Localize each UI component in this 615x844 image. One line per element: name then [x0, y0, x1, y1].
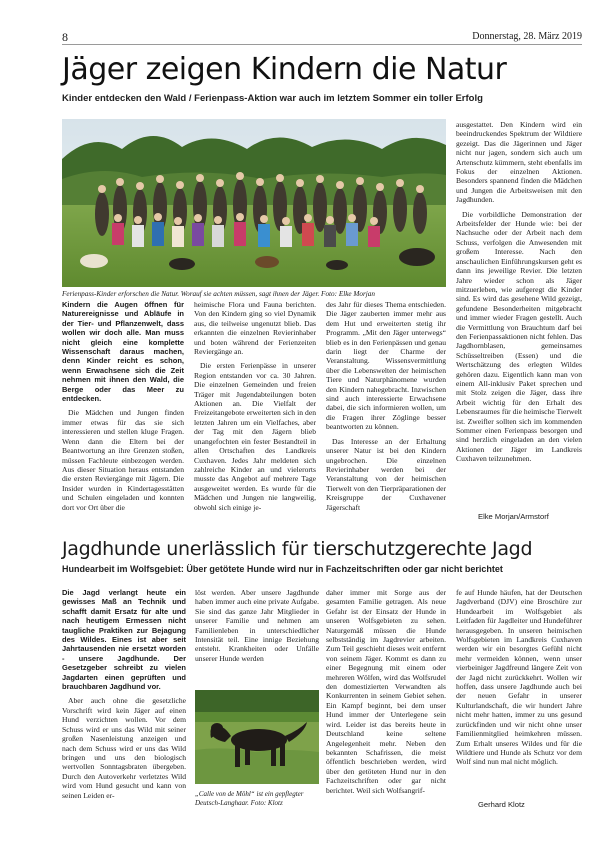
dog-photo-drawing — [195, 690, 319, 784]
article2-subtitle: Hundearbeit im Wolfsgebiet: Über getötete Hunde wird nur in Fachzeitschriften oder gar nicht berichtet — [62, 564, 503, 574]
group-photo-drawing — [62, 119, 446, 287]
article2-column-3 — [326, 588, 446, 824]
article1-paragraph: des Jahr für dieses Thema entschieden. Die Jäger zauberten immer mehr aus dem Hut und erweiterten stetig ihr Programm. „Mit den Jäger unterwegs“ blieb es in den Ferienpässen und genau darin liegt der Charme der Veranstaltung. Wissensvermittlung über die Lebenswelten der heimischen Tiere und Naturphänomene wurden den Kindern nahegebracht. Inzwischen sind auch interessierte Erwachsene dabei, die sich informieren wollen, um die Fragen ihrer Zöglinge besser beantworten zu können. — [326, 300, 446, 432]
article2-title: Jagdhunde unerlässlich für tierschutzgerechte Jagd — [62, 538, 533, 560]
article2-lead: Die Jagd verlangt heute ein gewisses Maß an Technik und schafft damit Ersatz für alte und nach heutigem Ermessen nicht taugliche Praktiken zur Bejagung des Wildes. Eines ist aber seit Jahrtausenden nie ersetzt worden - unsere Jagdhunde. Der Gesetzgeber schreibt zu vielen Jagdarten einen geprüften und brauchbaren Jagdhund vor. — [62, 588, 186, 692]
article1-author: Elke Morjan/Armstorf — [478, 512, 549, 521]
article1-column-1 — [62, 300, 184, 528]
article1-paragraph: Die vorbildliche Demonstration der Arbeitsfelder der Hunde wie: bei der Nachsuche oder der Arbeit nach dem Schuss, verfolgen die Anwesenden mit großem Interesse. Nach den anschaulichen Einführungskursen geht es dann ins jeweilige Revier. Die letzten Jahre wieder schon als Jäger mitzuerleben, wie aufgeregt die Kinder sind. Es wird das gesehene Wild gezeigt, gefundene Besonderheiten mitgebracht und immer wieder Fragen gestellt. Auch die Vermittlung von Brauchtum darf bei den Ferienpassaktionen nicht fehlen. Das Jagdhornblasen, gemeinsames Schüsseltreiben (Essen) und die Wertschätzung des erlegten Wildes gehören dazu. Eigentlich kann man von einem All-inklusiv Paket sprechen und mit Stolz zeigen die Jäger, dass ihre Arbeit wichtig für den Erhalt des Lebensraumes für die heimische Tierwelt ist. Zweifler sollten sich im kommenden Sommer einen Ferienpass besorgen und sind herzlich eingeladen an den vielen Aktionen der Jäger im Landkreis Cuxhaven teilzunehmen. — [456, 209, 582, 464]
group-photo — [62, 119, 446, 287]
article1-subtitle: Kinder entdecken den Wald / Ferienpass-Aktion war auch im letztem Sommer ein toller Erfolg — [62, 93, 483, 104]
article2-column-2 — [195, 588, 319, 686]
page-header — [62, 30, 582, 45]
article2-paragraph: fe auf Hunde häufen, hat der Deutschen Jagdverband (DJV) eine Broschüre zur Hundearbeit im Wolfsgebiet als Leitfaden für Jagdleiter und Hundeführer herausgegeben. In unseren heimischen Wolfsgebieten im Landkreis Cuxhaven werden wir ein besorgtes Gefühl nicht mehr vermeiden können, wenn unser vierbeiniger Jagdfreund längere Zeit von der Jagd nicht zurückkehrt. Wollen wir hoffen, dass unsere Jagdhunde auch bei der neuen Gefahr in unserer Kulturlandschaft, die wir hundert Jahre nicht mehr hatten, immer zu uns gesund zurückfinden und wir nicht ohne unser Familienmitglied heimkehren müssen. Zum Erhalt unseres Wildes und für die Wildtiere und Hunde als Schutz vor dem Wolf sind nun mal nicht möglich. — [456, 588, 582, 767]
article1-paragraph: Die ersten Ferienpässe in unserer Region entstanden vor ca. 30 Jahren. Die einzelnen Gemeinden und freien Träger mit Jugendabteilungen boten Aktionen an. Die Vielfalt der Freizeitangebote erweiterten sich in den letzten Jahren um ein Vielfaches, aber der Tag mit den Jägern blieb unangefochten ein fester Bestandteil in allen Ortschaften des Landkreis Cuxhaven. Jedes Jahr meldeten sich zahlreiche Kinder an und vielerorts musste das Angebot auf mehrere Tage ausgeweitet werden. Es wurde für die Mädchen und Jungen nie langweilig, obwohl sich einige je- — [194, 361, 316, 512]
article2-photo-caption: „Calle von de Möhl“ ist ein gepflegter Deutsch-Langhaar. Foto: Klotz — [195, 790, 304, 807]
article1-paragraph: heimische Flora und Fauna berichten. Von den Kindern ging so viel Dynamik aus, die teilweise ungenutzt blieb. Das erkannten die einzelnen Revierinhaber und boten während der Ferienzeiten Reviergänge an. — [194, 300, 316, 357]
article1-column-2 — [194, 300, 316, 528]
article2-column-4 — [456, 588, 582, 798]
article1-lead: Kindern die Augen öffnen für Naturereignisse und Abläufe in der Tier- und Pflanzenwelt, dass wollen wir doch alle. Man muss nicht gleich eine komplette Wissenschaft daraus machen, denn Kinder reicht es schon, wenn Erwachsene sich die Zeit nehmen mit ihnen den Wald, die Berge oder das Meer zu entdecken. — [62, 300, 184, 404]
article2-author: Gerhard Klotz — [478, 800, 525, 809]
page-number: 8 — [62, 30, 68, 44]
article1-paragraph: Das Interesse an der Erhaltung unserer Natur ist bei den Kindern ungebrochen. Die einzelnen Revierinhaber werden bei der Veranstaltung von der heimischen Tierwelt von den Tierpräparationen der Kreisgruppe der Cuxhavener Jägerschaft — [326, 436, 446, 512]
dog-photo — [195, 690, 319, 784]
article1-photo-caption: Ferienpass-Kinder erforschen die Natur. Worauf sie achten müssen, sagt ihnen der Jäger. Foto: Elke Morjan — [62, 290, 375, 298]
article2-paragraph: Aber auch ohne die gesetzliche Vorschrift wird kein Jäger auf einen Hund verzichten wollen. Vor dem Schuss wird er uns das Wild mit seiner großen Nasenleistung anzeigen und nach dem Schuss wird er uns das Wild bringen und uns den biologisch wertvollen Sonntagsbraten übergeben. Durch den Autoverkehr verletztes Wild wird vom Hund gesucht und kann von seinen Leiden er- — [62, 696, 186, 800]
article1-paragraph: Die Mädchen und Jungen finden immer etwas für das sie sich interessieren und stellen kluge Fragen. Wenn dann die Eltern bei der Beantwortung an ihre Grenzen stoßen, müssen Fachleute einbezogen werden. Aus dieser Situation heraus entstanden die ersten Reviergänge mit Jägern. Die Insider wurden in Kindertagesstätten und Schulen eingeladen und konnten dort vor Ort über die — [62, 408, 184, 512]
article1-column-3 — [326, 300, 446, 528]
article2-paragraph: löst werden. Aber unsere Jagdhunde haben immer auch eine private Aufgabe. Sie sind das ganze Jahr Mitglieder in unserer Familie und nehmen am Familienleben in unterschiedlicher Intensität teil. Eine innige Beziehung entsteht. Krankheiten oder Unfälle unserer Hunde werden — [195, 588, 319, 663]
article2-paragraph: daher immer mit Sorge aus der gesamten Familie getragen. Als neue Gefahr ist der Einsatz der Hunde in unseren Wolfsgebieten zu sehen. Naturgemäß müssen die Hunde selbstständig im Jagdrevier arbeiten. Zum Teil geschieht dieses weit entfernt von seinem Jäger. Kommt es dann zu einer Begegnung mit einem oder mehreren Wölfen, wird das Wolfsrudel den domestizierten Verwandten als Konkurrenten in seinem Gebiet sehen. Ein Kampf beginnt, bei dem unser Hund immer der Unterlegene sein wird. Leider ist das bereits heute in Deutschland keine seltene Angelegenheit mehr. Neben den bekannten Schafrissen, die meist öffentlich beschrieben werden, wird über den getöteten Hund nur in den Fachzeitschriften oder gar nicht berichtet. Weil sich Wolfsangrif- — [326, 588, 446, 795]
article1-paragraph: ausgestattet. Den Kindern wird ein beeindruckendes Spektrum der Wildtiere gezeigt. Das die Jägerinnen und Jäger nicht nur jagen, sondern sich auch um Artenschutz kümmern, steht ebenfalls im Fokus der einzelnen Aktionen. Besonders spannend finden die Mädchen und Jungen die Arbeitsweisen mit den Jagdhunden. — [456, 120, 582, 205]
article1-column-4 — [456, 120, 582, 505]
article2-column-1 — [62, 588, 186, 824]
issue-date: Donnerstag, 28. März 2019 — [472, 31, 582, 42]
article1-title: Jäger zeigen Kindern die Natur — [62, 52, 507, 87]
